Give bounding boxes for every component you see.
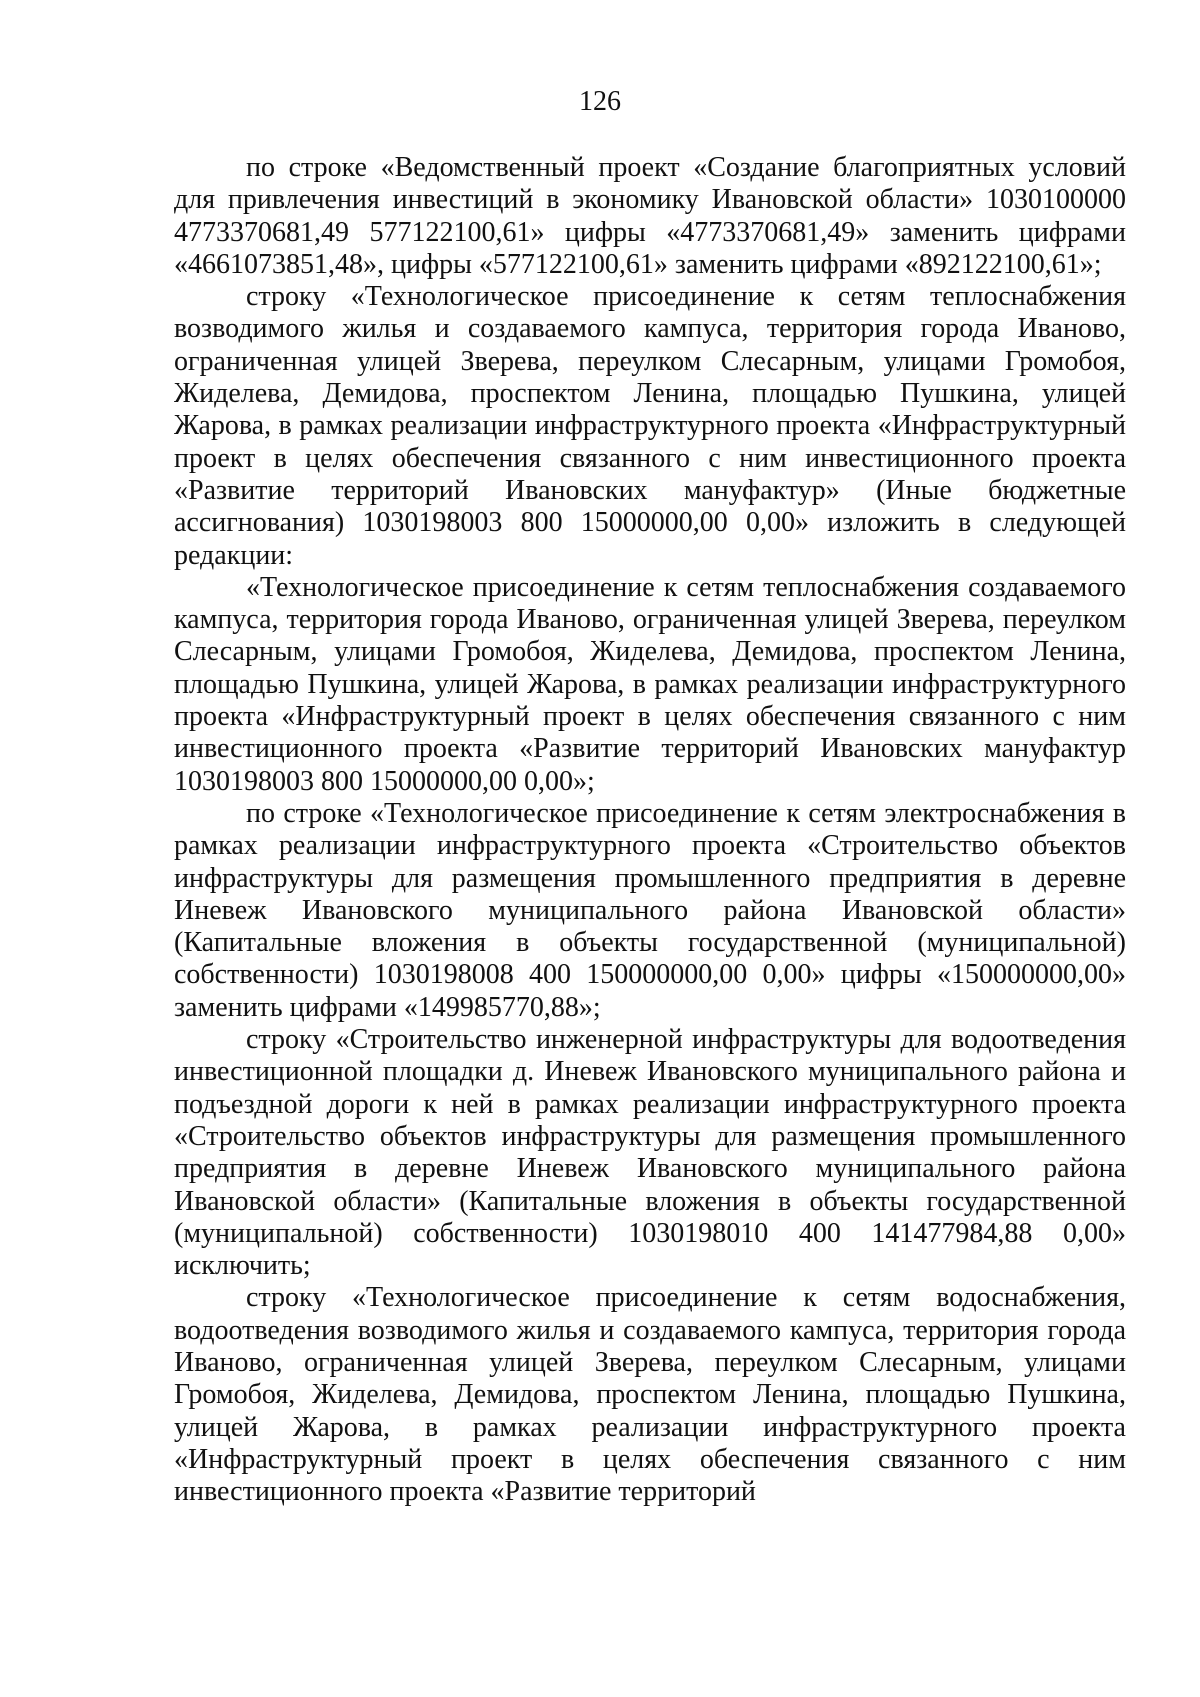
page-number: 126 <box>579 86 621 117</box>
paragraph: строку «Строительство инженерной инфраструктуры для водоотведения инвестиционной площадки д. Иневеж Ивановского муниципального района и подъездной дороги к ней в рамках реализации инфраструктурного проекта «Строительство объектов инфраструктуры для размещения промышленного предприятия в деревне Иневеж Ивановского муниципального района Ивановской области» (Капитальные вложения в объекты государственной (муниципальной) собственности) 1030198010 400 141477984,88 0,00» исключить; <box>174 1024 1126 1282</box>
paragraph: строку «Технологическое присоединение к сетям водоснабжения, водоотведения возводимого жилья и создаваемого кампуса, территория города Иваново, ограниченная улицей Зверева, переулком Слесарным, улицами Громобоя, Жиделева, Демидова, проспектом Ленина, площадью Пушкина, улицей Жарова, в рамках реализации инфраструктурного проекта «Инфраструктурный проект в целях обеспечения связанного с ним инвестиционного проекта «Развитие территорий <box>174 1282 1126 1508</box>
paragraph: «Технологическое присоединение к сетям теплоснабжения создаваемого кампуса, территория города Иваново, ограниченная улицей Зверева, переулком Слесарным, улицами Громобоя, Жиделева, Демидова, проспектом Ленина, площадью Пушкина, улицей Жарова, в рамках реализации инфраструктурного проекта «Инфраструктурный проект в целях обеспечения связанного с ним инвестиционного проекта «Развитие территорий Ивановских мануфактур 1030198003 800 15000000,00 0,00»; <box>174 571 1126 797</box>
paragraph: по строке «Технологическое присоединение к сетям электроснабжения в рамках реализации инфраструктурного проекта «Строительство объектов инфраструктуры для размещения промышленного предприятия в деревне Иневеж Ивановского муниципального района Ивановской области» (Капитальные вложения в объекты государственной (муниципальной) собственности) 1030198008 400 150000000,00 0,00» цифры «150000000,00» заменить цифрами «149985770,88»; <box>174 797 1126 1023</box>
paragraph: строку «Технологическое присоединение к сетям теплоснабжения возводимого жилья и создаваемого кампуса, территория города Иваново, ограниченная улицей Зверева, переулком Слесарным, улицами Громобоя, Жиделева, Демидова, проспектом Ленина, площадью Пушкина, улицей Жарова, в рамках реализации инфраструктурного проекта «Инфраструктурный проект в целях обеспечения связанного с ним инвестиционного проекта «Развитие территорий Ивановских мануфактур» (Иные бюджетные ассигнования) 1030198003 800 15000000,00 0,00» изложить в следующей редакции: <box>174 281 1126 571</box>
paragraph: по строке «Ведомственный проект «Создание благоприятных условий для привлечения инвестиций в экономику Ивановской области» 1030100000 4773370681,49 577122100,61» цифры «4773370681,49» заменить цифрами «4661073851,48», цифры «577122100,61» заменить цифрами «892122100,61»; <box>174 152 1126 280</box>
document-body <box>174 152 1126 1508</box>
